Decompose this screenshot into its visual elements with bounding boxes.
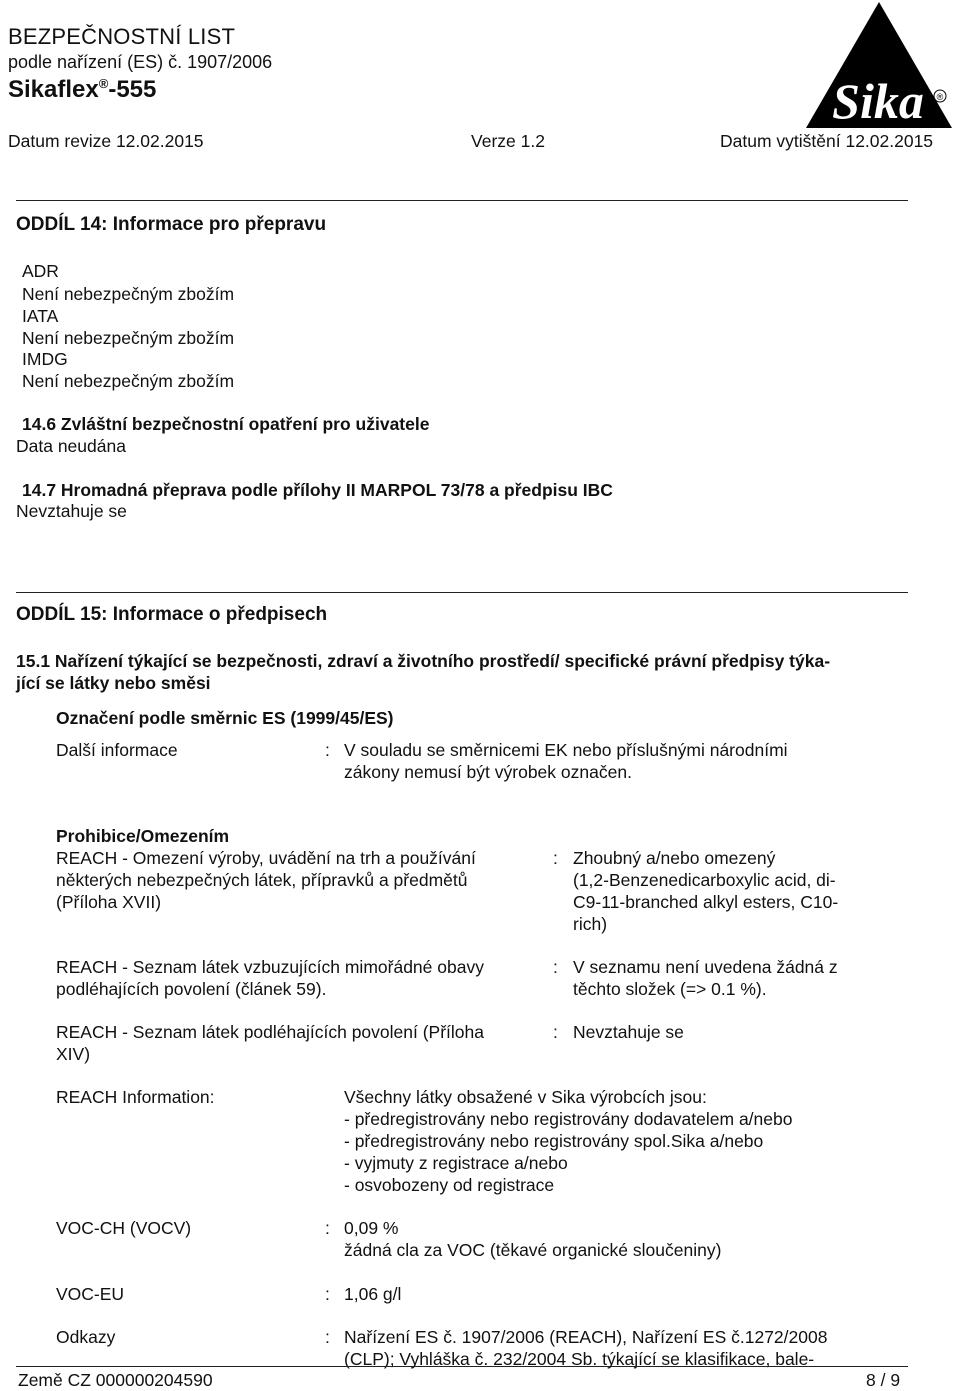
voc-eu-label: VOC-EU <box>56 1284 125 1304</box>
transport-status-imdg: Není nebezpečným zbožím <box>22 371 235 391</box>
reach-info-line: - předregistrovány nebo registrovány spol.Sika a/nebo <box>344 1131 764 1151</box>
subsection-14-6-heading: 14.6 Zvláštní bezpečnostní opatření pro uživatele <box>22 414 430 434</box>
reach-info-label: REACH Information: <box>56 1087 215 1107</box>
colon: : <box>553 1022 558 1042</box>
transport-status-adr: Není nebezpečným zbožím <box>22 284 235 304</box>
transport-mode-imdg: IMDG <box>22 349 68 369</box>
subsection-15-1-heading-line1: 15.1 Nařízení týkající se bezpečnosti, zdraví a životního prostředí/ specifické právní předpisy týka- <box>16 651 831 671</box>
voc-ch-label: VOC-CH (VOCV) <box>56 1218 192 1238</box>
reach-restriction-value-line: rich) <box>573 914 608 934</box>
colon: : <box>553 848 558 868</box>
subsection-14-6-text: Data neudána <box>16 436 126 456</box>
section-divider <box>16 200 908 201</box>
colon: : <box>325 1284 330 1304</box>
further-info-label: Další informace <box>56 740 178 760</box>
colon: : <box>325 740 330 760</box>
section-divider <box>16 592 908 593</box>
footer-page-number: 8 / 9 <box>866 1370 901 1390</box>
reach-restriction-label-line: (Příloha XVII) <box>56 892 162 912</box>
regulation-subtitle: podle nařízení (ES) č. 1907/2006 <box>8 52 273 72</box>
reach-info-line: - vyjmuty z registrace a/nebo <box>344 1153 568 1173</box>
product-code: -555 <box>108 76 157 103</box>
revision-date: Datum revize 12.02.2015 <box>8 131 204 151</box>
references-label: Odkazy <box>56 1327 116 1347</box>
version-label: Verze 1.2 <box>471 131 545 151</box>
prohibition-heading: Prohibice/Omezením <box>56 826 230 846</box>
logo-wordmark: Sika <box>832 73 924 129</box>
logo-registered-mark: ® <box>936 92 944 102</box>
reach-restriction-label-line: REACH - Omezení výroby, uvádění na trh a používání <box>56 848 476 868</box>
labelling-heading: Označení podle směrnic ES (1999/45/ES) <box>56 708 394 728</box>
reach-svhc-label-line: REACH - Seznam látek vzbuzujících mimořádné obavy <box>56 957 484 977</box>
colon: : <box>325 1327 330 1347</box>
voc-ch-value: 0,09 % <box>344 1218 399 1238</box>
subsection-15-1-heading-line2: jící se látky nebo směsi <box>16 673 211 693</box>
print-date: Datum vytištění 12.02.2015 <box>720 131 934 151</box>
reach-authorisation-label-line: REACH - Seznam látek podléhajících povolení (Příloha <box>56 1022 484 1042</box>
transport-mode-iata: IATA <box>22 306 59 326</box>
references-value-line1: Nařízení ES č. 1907/2006 (REACH), Nařízení ES č.1272/2008 <box>344 1327 828 1347</box>
section-15-heading: ODDÍL 15: Informace o předpisech <box>16 604 328 625</box>
reach-info-line: - předregistrovány nebo registrovány dodavatelem a/nebo <box>344 1109 793 1129</box>
registered-mark: ® <box>98 76 109 91</box>
reach-restriction-value-line: C9-11-branched alkyl esters, C10- <box>573 892 839 912</box>
voc-eu-value: 1,06 g/l <box>344 1284 402 1304</box>
footer-divider <box>16 1366 908 1367</box>
document-title: BEZPEČNOSTNÍ LIST <box>8 24 236 49</box>
reach-authorisation-label-line: XIV) <box>56 1044 91 1064</box>
transport-status-iata: Není nebezpečným zbožím <box>22 328 235 348</box>
colon: : <box>553 957 558 977</box>
reach-info-line: Všechny látky obsažené v Sika výrobcích jsou: <box>344 1087 707 1107</box>
reach-restriction-value-line: Zhoubný a/nebo omezený <box>573 848 776 868</box>
reach-info-line: - osvobozeny od registrace <box>344 1175 555 1195</box>
product-name-text: Sikaflex <box>8 76 99 103</box>
references-value-line2: (CLP); Vyhláška č. 232/2004 Sb. týkající se klasifikace, bale- <box>344 1349 815 1369</box>
reach-restriction-value-line: (1,2-Benzenedicarboxylic acid, di- <box>573 870 836 890</box>
subsection-14-7-text: Nevztahuje se <box>16 501 127 521</box>
colon: : <box>325 1218 330 1238</box>
transport-mode-adr: ADR <box>22 261 59 281</box>
section-14-heading: ODDÍL 14: Informace pro přepravu <box>16 214 327 235</box>
footer-country-code: Země CZ 000000204590 <box>18 1370 213 1390</box>
further-info-value-line2: zákony nemusí být výrobek označen. <box>344 762 632 782</box>
reach-svhc-value-line: V seznamu není uvedena žádná z <box>573 957 838 977</box>
reach-authorisation-value: Nevztahuje se <box>573 1022 684 1042</box>
reach-svhc-label-line: podléhajících povolení (článek 59). <box>56 979 327 999</box>
product-name <box>8 76 156 104</box>
sika-logo-icon <box>804 0 954 130</box>
reach-restriction-label-line: některých nebezpečných látek, přípravků a předmětů <box>56 870 468 890</box>
voc-ch-note: žádná cla za VOC (těkavé organické sloučeniny) <box>344 1240 722 1260</box>
further-info-value-line1: V souladu se směrnicemi EK nebo příslušnými národními <box>344 740 788 760</box>
reach-svhc-value-line: těchto složek (=> 0.1 %). <box>573 979 767 999</box>
subsection-14-7-heading: 14.7 Hromadná přeprava podle přílohy II MARPOL 73/78 a předpisu IBC <box>22 480 613 500</box>
